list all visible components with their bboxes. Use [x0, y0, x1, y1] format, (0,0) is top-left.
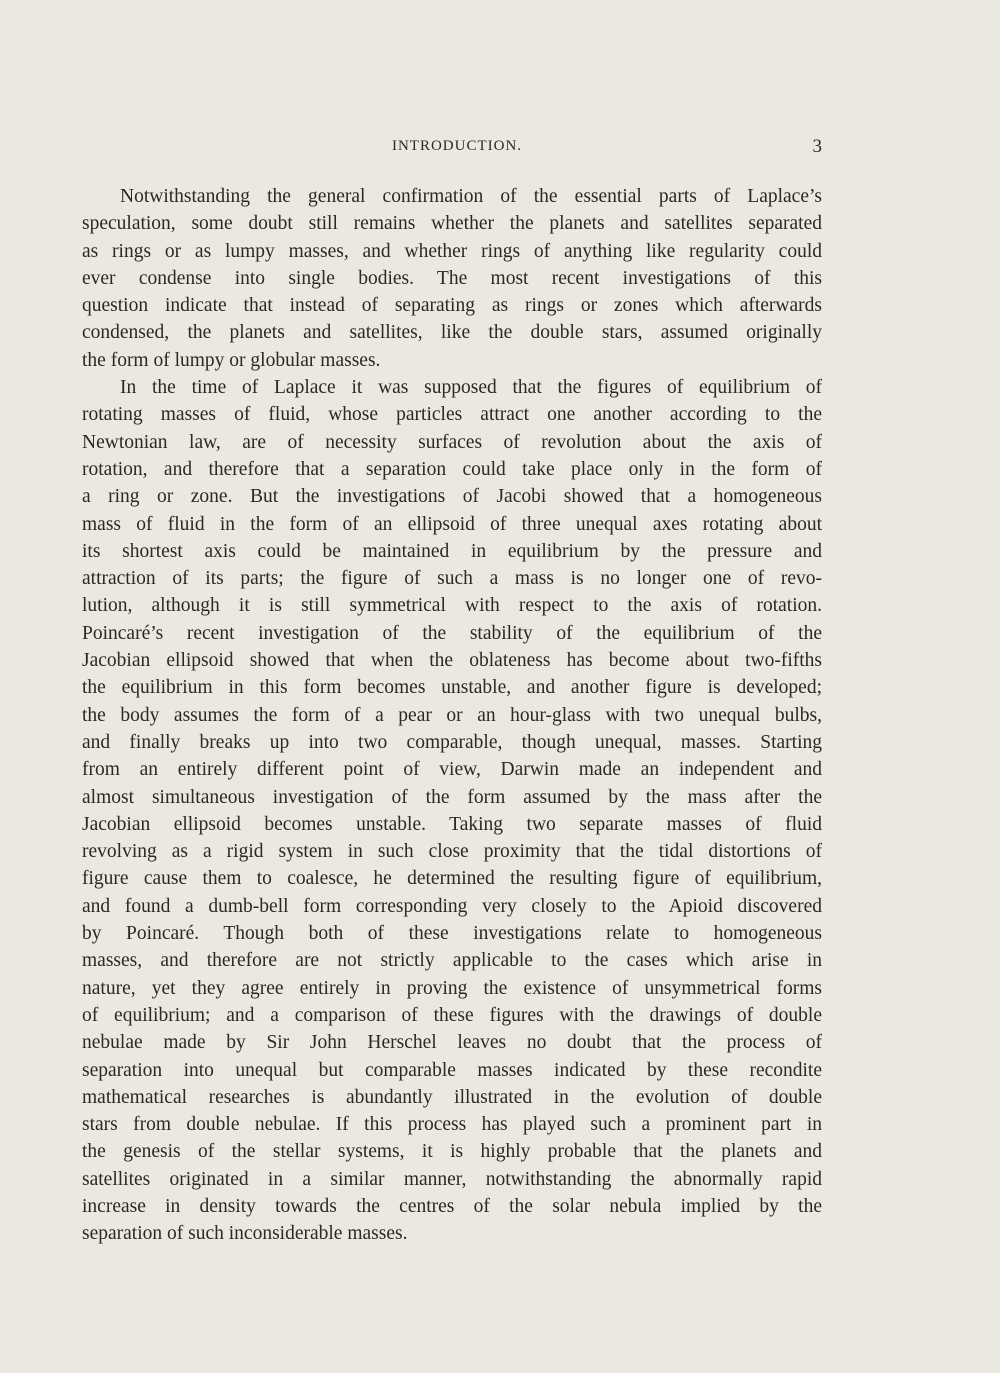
text-line: attraction of its parts; the figure of such a mass is no longer one of revo- [82, 568, 822, 590]
text-line: separation into unequal but comparable masses indicated by these recondite [82, 1059, 822, 1081]
text-line: the form of lumpy or globular masses. [82, 349, 381, 371]
text-line: Poincaré’s recent investigation of the stability of the equilibrium of the [82, 622, 822, 644]
text-line: as rings or as lumpy masses, and whether rings of anything like regularity could [82, 240, 822, 262]
text-line: Newtonian law, are of necessity surfaces of revolution about the axis of [82, 431, 822, 453]
text-line: its shortest axis could be maintained in equilibrium by the pressure and [82, 540, 822, 562]
text-line: of equilibrium; and a comparison of these figures with the drawings of double [82, 1004, 822, 1026]
text-line: mass of fluid in the form of an ellipsoid of three unequal axes rotating about [82, 513, 822, 535]
text-line: a ring or zone. But the investigations of Jacobi showed that a homogeneous [82, 486, 822, 508]
text-line: and finally breaks up into two comparable, though unequal, masses. Starting [82, 731, 822, 753]
paragraph-1 [82, 183, 822, 374]
text-line: masses, and therefore are not strictly applicable to the cases which arise in [82, 950, 822, 972]
text-line: Notwithstanding the general confirmation of the essential parts of Laplace’s [120, 186, 822, 207]
body-text [82, 183, 822, 1248]
text-line: from an entirely different point of view, Darwin made an independent and [82, 759, 822, 781]
text-line: the body assumes the form of a pear or an hour-glass with two unequal bulbs, [82, 704, 822, 726]
text-line: nature, yet they agree entirely in proving the existence of unsymmetrical forms [82, 977, 822, 999]
paragraph-2 [82, 374, 822, 1248]
text-line: by Poincaré. Though both of these investigations relate to homogeneous [82, 923, 822, 945]
text-line: almost simultaneous investigation of the form assumed by the mass after the [82, 786, 822, 808]
running-head: INTRODUCTION. [391, 138, 523, 154]
text-line: question indicate that instead of separating as rings or zones which afterwards [82, 295, 822, 317]
text-line: and found a dumb-bell form corresponding very closely to the Apioid discovered [82, 895, 822, 917]
text-line: revolving as a rigid system in such close proximity that the tidal distortions of [82, 841, 822, 863]
text-line: figure cause them to coalesce, he determined the resulting figure of equilibrium, [82, 868, 822, 890]
text-line: In the time of Laplace it was supposed that the figures of equilibrium of [120, 377, 822, 399]
text-line: ever condense into single bodies. The most recent investigations of this [82, 267, 822, 289]
text-line: mathematical researches is abundantly illustrated in the evolution of double [82, 1086, 822, 1108]
text-line: the equilibrium in this form becomes unstable, and another figure is developed; [82, 677, 822, 699]
text-line: lution, although it is still symmetrical with respect to the axis of rotation. [82, 595, 822, 617]
text-line: Jacobian ellipsoid becomes unstable. Taking two separate masses of fluid [82, 813, 822, 835]
text-line: nebulae made by Sir John Herschel leaves no doubt that the process of [82, 1032, 822, 1054]
page-header [82, 138, 822, 164]
text-line: rotation, and therefore that a separation could take place only in the form of [82, 458, 822, 480]
text-line: speculation, some doubt still remains whether the planets and satellites separated [82, 213, 822, 235]
text-line: satellites originated in a similar manner, notwithstanding the abnormally rapid [82, 1168, 822, 1190]
text-line: separation of such inconsiderable masses. [82, 1223, 408, 1245]
text-line: condensed, the planets and satellites, like the double stars, assumed originally [82, 322, 822, 344]
text-line: stars from double nebulae. If this process has played such a prominent part in [82, 1114, 822, 1136]
page-number: 3 [812, 136, 822, 157]
text-line: rotating masses of fluid, whose particles attract one another according to the [82, 404, 822, 426]
text-line: Jacobian ellipsoid showed that when the oblateness has become about two-fifths [82, 650, 822, 672]
text-line: the genesis of the stellar systems, it is highly probable that the planets and [82, 1141, 822, 1163]
text-line: increase in density towards the centres of the solar nebula implied by the [82, 1195, 822, 1217]
